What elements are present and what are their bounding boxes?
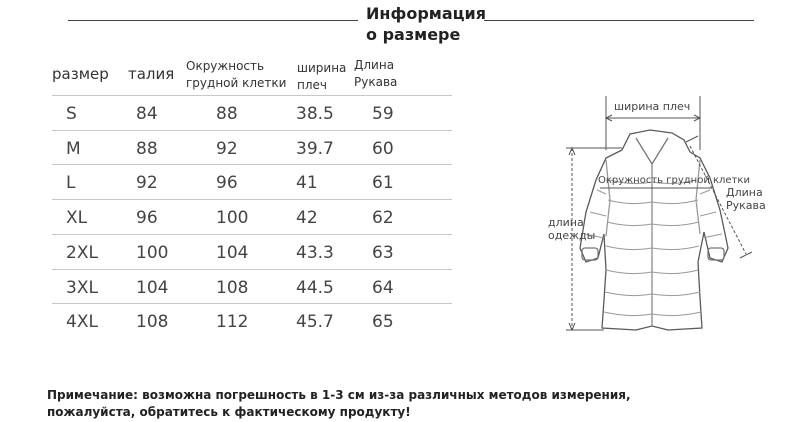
table-cell-chest: 104 bbox=[216, 242, 249, 263]
table-cell-chest: 108 bbox=[216, 277, 249, 298]
label-sleeve-line2: Рукава bbox=[726, 199, 766, 212]
table-cell-size: 3XL bbox=[66, 277, 98, 298]
header-chest-line2: грудной клетки bbox=[186, 76, 287, 90]
table-cell-size: S bbox=[66, 104, 77, 124]
table-cell-shoulder: 39.7 bbox=[296, 138, 334, 159]
label-length-line1: длина bbox=[548, 216, 584, 229]
table-cell-size: M bbox=[66, 138, 81, 159]
table-cell-shoulder: 38.5 bbox=[296, 104, 334, 124]
page-title: Информация bbox=[366, 4, 486, 23]
table-cell-sleeve: 65 bbox=[372, 312, 394, 333]
table-cell-size: L bbox=[66, 173, 76, 194]
table-cell-waist: 108 bbox=[136, 312, 169, 333]
table-cell-sleeve: 59 bbox=[372, 104, 394, 124]
label-length bbox=[548, 216, 595, 242]
table-cell-shoulder: 43.3 bbox=[296, 242, 334, 263]
header-size: размер bbox=[52, 65, 109, 83]
table-cell-size: 2XL bbox=[66, 242, 98, 263]
disclaimer-note bbox=[47, 387, 631, 421]
table-cell-chest: 112 bbox=[216, 312, 249, 333]
header-sleeve-line1: Длина bbox=[354, 58, 395, 72]
puffer-coat-icon bbox=[580, 130, 728, 330]
note-line1: Примечание: возможна погрешность в 1-3 см из-за различных методов измерения, bbox=[47, 388, 631, 402]
table-cell-waist: 104 bbox=[136, 277, 169, 298]
table-cell-chest: 100 bbox=[216, 208, 249, 229]
table-cell-waist: 96 bbox=[136, 208, 158, 229]
table-cell-sleeve: 60 bbox=[372, 138, 394, 159]
label-length-line2: одежды bbox=[548, 229, 596, 242]
table-cell-sleeve: 62 bbox=[372, 208, 394, 229]
table-cell-shoulder: 42 bbox=[296, 208, 318, 229]
table-cell-size: XL bbox=[66, 208, 88, 229]
label-chest: Окружность грудной клетки bbox=[598, 175, 750, 186]
label-shoulder-width: ширина плеч bbox=[614, 100, 691, 113]
table-cell-shoulder: 44.5 bbox=[296, 277, 334, 298]
page-subtitle: о размере bbox=[366, 25, 461, 44]
header-shoulder-line1: ширина bbox=[297, 61, 347, 75]
label-sleeve-line1: Длина bbox=[726, 186, 763, 199]
table-cell-waist: 88 bbox=[136, 138, 158, 159]
table-cell-shoulder: 45.7 bbox=[296, 312, 334, 333]
table-cell-chest: 88 bbox=[216, 104, 238, 124]
header-shoulder-line2: плеч bbox=[297, 78, 327, 92]
table-cell-size: 4XL bbox=[66, 312, 98, 333]
table-cell-sleeve: 63 bbox=[372, 242, 394, 263]
table-cell-waist: 84 bbox=[136, 104, 158, 124]
table-cell-waist: 100 bbox=[136, 242, 169, 263]
note-line2: пожалуйста, обратитесь к фактическому продукту! bbox=[47, 405, 411, 419]
table-cell-sleeve: 64 bbox=[372, 277, 394, 298]
table-cell-chest: 92 bbox=[216, 138, 238, 159]
header-sleeve-line2: Рукава bbox=[354, 75, 398, 89]
table-cell-sleeve: 61 bbox=[372, 173, 394, 194]
table-cell-shoulder: 41 bbox=[296, 173, 318, 194]
label-sleeve bbox=[726, 186, 766, 212]
header-waist: талия bbox=[128, 65, 175, 83]
header-chest-line1: Окружность bbox=[186, 59, 265, 73]
table-cell-chest: 96 bbox=[216, 173, 238, 194]
table-cell-waist: 92 bbox=[136, 173, 158, 194]
